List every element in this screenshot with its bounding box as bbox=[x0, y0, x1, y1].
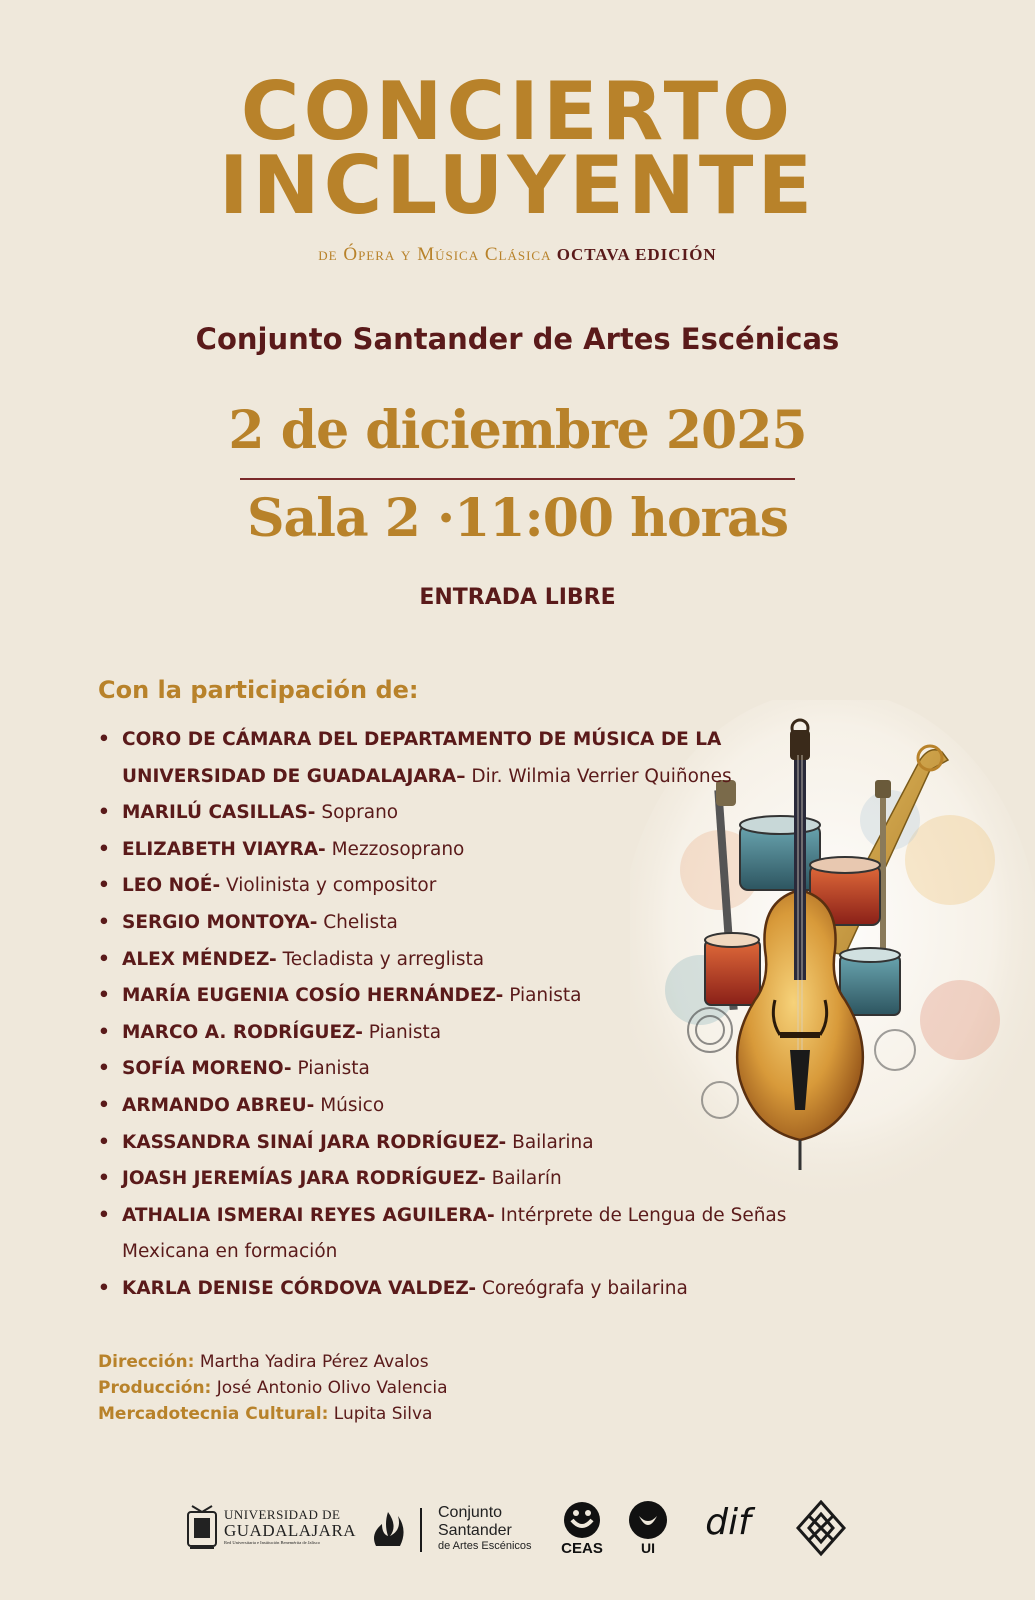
conjunto-santander-logo bbox=[368, 1500, 533, 1560]
ceas-icon bbox=[554, 1500, 610, 1544]
ui-icon bbox=[626, 1500, 670, 1544]
participant-name: SERGIO MONTOYA- bbox=[122, 911, 318, 933]
participant-role: Coreógrafa y bailarina bbox=[476, 1277, 688, 1299]
subtitle-genre: de Ópera y Música Clásica bbox=[318, 244, 552, 265]
participant-role: Chelista bbox=[317, 911, 398, 933]
ui-label: UI bbox=[641, 1540, 655, 1556]
udg-line-1: UNIVERSIDAD DE bbox=[224, 1507, 341, 1522]
list-item bbox=[98, 722, 818, 795]
udg-seal-icon bbox=[184, 1504, 220, 1554]
ceas-logo bbox=[554, 1500, 610, 1564]
cs-line-2: Santander bbox=[438, 1522, 512, 1539]
participant-role: Bailarín bbox=[485, 1168, 562, 1190]
participant-name: MARILÚ CASILLAS- bbox=[122, 802, 316, 824]
list-item bbox=[98, 1271, 818, 1308]
dif-logo bbox=[696, 1500, 760, 1560]
credit-label: Mercadotecnia Cultural: bbox=[98, 1404, 329, 1424]
udg-line-2: GUADALAJARA bbox=[224, 1521, 357, 1540]
participant-role: Mezzosoprano bbox=[325, 838, 465, 860]
list-item bbox=[98, 832, 818, 869]
udg-line-3: Red Universitaria e Institución Benemérita de Jalisco bbox=[224, 1540, 320, 1545]
participant-name: ARMANDO ABREU- bbox=[122, 1094, 315, 1116]
participants-list bbox=[98, 722, 818, 1308]
list-item bbox=[98, 1015, 818, 1052]
credits bbox=[98, 1349, 448, 1427]
list-item bbox=[98, 978, 818, 1015]
list-item bbox=[98, 1088, 818, 1125]
participant-role: Dir. Wilmia Verrier Quiñones bbox=[465, 765, 732, 787]
participant-name: JOASH JEREMÍAS JARA RODRÍGUEZ- bbox=[122, 1168, 486, 1190]
udg-logo bbox=[184, 1500, 357, 1560]
knot-icon bbox=[796, 1500, 846, 1560]
credit-label: Dirección: bbox=[98, 1352, 195, 1372]
participant-role: Músico bbox=[314, 1094, 385, 1116]
subtitle bbox=[0, 244, 1035, 266]
participant-role: Pianista bbox=[362, 1021, 442, 1043]
credit-value: Martha Yadira Pérez Avalos bbox=[194, 1352, 429, 1372]
participant-role: Soprano bbox=[315, 802, 399, 824]
participant-name: KASSANDRA SINAÍ JARA RODRÍGUEZ- bbox=[122, 1131, 507, 1153]
divider bbox=[240, 478, 795, 480]
admission-label: ENTRADA LIBRE bbox=[419, 585, 616, 610]
credit-line bbox=[98, 1401, 448, 1427]
dif-label: dif bbox=[705, 1502, 751, 1543]
title-line-2: INCLUYENTE bbox=[218, 139, 817, 232]
credit-value: José Antonio Olivo Valencia bbox=[211, 1378, 448, 1398]
list-item bbox=[98, 1198, 818, 1271]
participant-name: CORO DE CÁMARA DEL DEPARTAMENTO DE MÚSICA DE LA UNIVERSIDAD DE GUADALAJARA– bbox=[122, 729, 722, 787]
participant-name: MARÍA EUGENIA COSÍO HERNÁNDEZ- bbox=[122, 985, 504, 1007]
ceas-label: CEAS bbox=[561, 1540, 603, 1557]
list-item bbox=[98, 1125, 818, 1162]
participant-name: LEO NOÉ- bbox=[122, 875, 221, 897]
participant-name: MARCO A. RODRÍGUEZ- bbox=[122, 1021, 363, 1043]
subtitle-edition: OCTAVA EDICIÓN bbox=[556, 245, 717, 264]
participant-name: ELIZABETH VIAYRA- bbox=[122, 838, 326, 860]
sponsor-logos bbox=[180, 1500, 860, 1570]
credit-value: Lupita Silva bbox=[328, 1404, 433, 1424]
credit-line bbox=[98, 1375, 448, 1401]
participation-heading: Con la participación de: bbox=[98, 676, 419, 704]
participant-role: Tecladista y arreglista bbox=[276, 948, 485, 970]
list-item bbox=[98, 942, 818, 979]
participant-name: SOFÍA MORENO- bbox=[122, 1058, 292, 1080]
cs-line-3: de Artes Escénicos bbox=[438, 1540, 532, 1552]
credit-label: Producción: bbox=[98, 1378, 212, 1398]
knot-logo bbox=[796, 1500, 846, 1560]
list-item bbox=[98, 905, 818, 942]
participant-name: ATHALIA ISMERAI REYES AGUILERA- bbox=[122, 1204, 495, 1226]
participant-name: KARLA DENISE CÓRDOVA VALDEZ- bbox=[122, 1277, 477, 1299]
list-item bbox=[98, 795, 818, 832]
participant-role: Pianista bbox=[503, 985, 582, 1007]
participant-role: Violinista y compositor bbox=[220, 875, 437, 897]
title-line-1: CONCIERTO bbox=[240, 65, 795, 158]
participant-role: Pianista bbox=[291, 1058, 370, 1080]
santander-flame-icon bbox=[368, 1506, 428, 1556]
event-date: 2 de diciembre 2025 bbox=[228, 400, 807, 461]
list-item bbox=[98, 1051, 818, 1088]
event-venue-time: Sala 2 ·11:00 horas bbox=[246, 488, 789, 549]
cs-line-1: Conjunto bbox=[438, 1504, 503, 1521]
participant-role: Bailarina bbox=[506, 1131, 594, 1153]
credit-line bbox=[98, 1349, 448, 1375]
ui-logo bbox=[626, 1500, 670, 1564]
list-item bbox=[98, 868, 818, 905]
participant-name: ALEX MÉNDEZ- bbox=[122, 948, 277, 970]
company-name: Conjunto Santander de Artes Escénicas bbox=[195, 322, 840, 356]
list-item bbox=[98, 1161, 818, 1198]
participant-role: Intérprete de Lengua de Señas Mexicana en formación bbox=[122, 1204, 787, 1263]
